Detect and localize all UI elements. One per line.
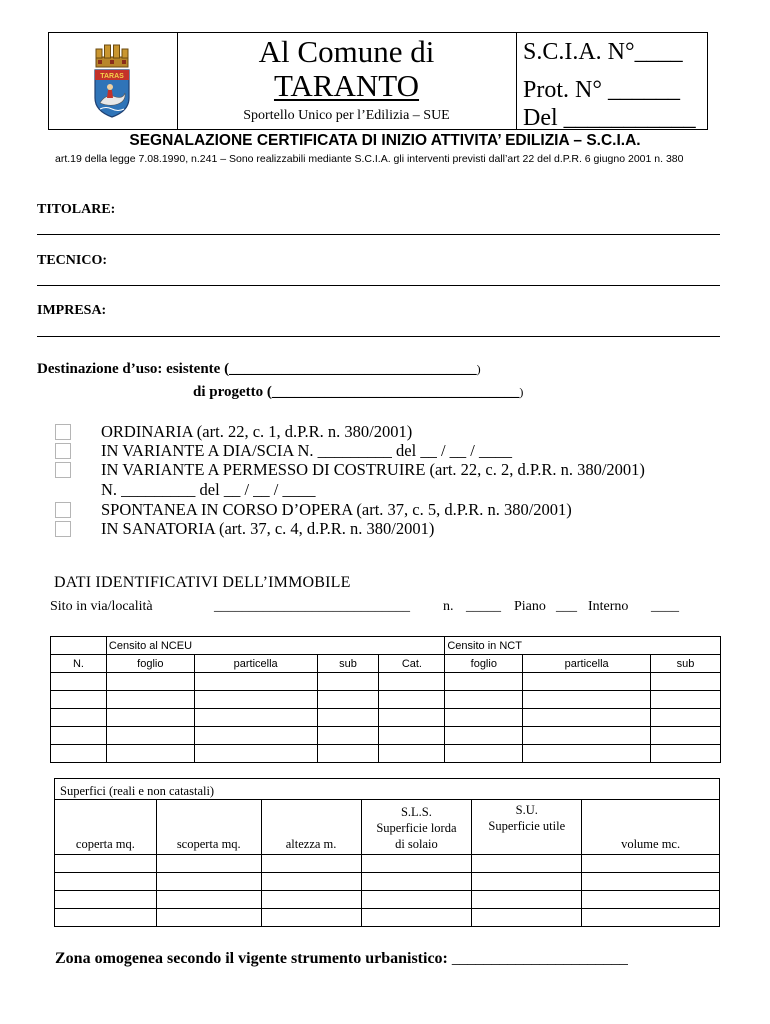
civic-number-field[interactable]: _____ [466, 599, 501, 614]
titolare-line[interactable] [37, 234, 720, 235]
impresa-line[interactable] [37, 336, 720, 337]
col-n: N. [51, 655, 107, 673]
table-row[interactable] [55, 891, 720, 909]
table-row[interactable] [51, 727, 721, 745]
option-variante-permesso: IN VARIANTE A PERMESSO DI COSTRUIRE (art. 22, c. 2, d.P.R. n. 380/2001) [101, 460, 645, 479]
interno-label: Interno [588, 599, 629, 614]
col-foglio-nct: foglio [445, 655, 523, 673]
impresa-label: IMPRESA: [37, 303, 107, 318]
legal-note: art.19 della legge 7.08.1990, n.241 – Sono realizzabili mediante S.C.I.A. gli interventi previsti dall’art 22 del d.P.R. 6 giugno 2001 n. 380 [55, 153, 684, 165]
date-field[interactable]: Del ___________ [523, 105, 696, 131]
sito-label: Sito in via/località [50, 599, 153, 614]
destinazione-esistente-field[interactable]: _________________________________ [229, 361, 477, 377]
col-volume: volume mc. [582, 800, 720, 855]
table-row[interactable] [51, 673, 721, 691]
destinazione-progetto: di progetto (_________________________________) [193, 384, 524, 400]
option-variante-dia: IN VARIANTE A DIA/SCIA N. _________ del __ / __ / ____ [101, 441, 512, 460]
city-name: TARANTO [273, 68, 420, 103]
table-row[interactable] [55, 909, 720, 927]
document-title: SEGNALAZIONE CERTIFICATA DI INIZIO ATTIVITA’ EDILIZIA – S.C.I.A. [129, 132, 641, 149]
table-row[interactable] [51, 745, 721, 763]
titolare-label: TITOLARE: [37, 202, 116, 217]
table-row[interactable] [51, 691, 721, 709]
col-particella-nct: particella [523, 655, 651, 673]
col-particella-nceu: particella [194, 655, 317, 673]
tecnico-label: TECNICO: [37, 253, 108, 268]
zona-label: Zona omogenea secondo il vigente strumento urbanistico: [55, 950, 448, 967]
civic-number-label: n. [443, 599, 454, 614]
piano-field[interactable]: ___ [556, 599, 577, 614]
col-coperta: coperta mq. [55, 800, 157, 855]
superfici-caption: Superfici (reali e non catastali) [55, 779, 720, 800]
superfici-header-row [55, 800, 720, 855]
table-row[interactable] [51, 709, 721, 727]
office-name: Sportello Unico per l’Edilizia – SUE [243, 108, 450, 123]
option-sanatoria: IN SANATORIA (art. 37, c. 4, d.P.R. n. 380/2001) [101, 519, 435, 538]
zona-omogenea [55, 950, 628, 968]
checkbox-spontanea[interactable] [55, 502, 71, 518]
col-foglio-nceu: foglio [106, 655, 194, 673]
checkbox-sanatoria[interactable] [55, 521, 71, 537]
checkbox-variante-permesso[interactable] [55, 462, 71, 478]
col-sls: S.L.S. Superficie lorda di solaio [361, 800, 472, 855]
zona-field[interactable]: ______________________ [451, 950, 628, 967]
piano-label: Piano [514, 599, 546, 614]
section-title-immobile: DATI IDENTIFICATIVI DELL’IMMOBILE [54, 574, 351, 591]
svg-text:TARAS: TARAS [100, 73, 124, 80]
sito-field[interactable]: ____________________________ [214, 599, 410, 614]
table-row[interactable] [55, 873, 720, 891]
recipient-label: Al Comune di [258, 34, 435, 69]
destinazione-esistente: Destinazione d’uso: esistente (_________________________________) [37, 361, 481, 377]
crest-cell [49, 33, 178, 129]
col-altezza: altezza m. [261, 800, 361, 855]
catasto-header-row [51, 655, 721, 673]
header-box [48, 32, 708, 130]
col-cat: Cat. [379, 655, 445, 673]
option-ordinaria: ORDINARIA (art. 22, c. 1, d.P.R. n. 380/2001) [101, 422, 413, 441]
col-sub-nceu: sub [317, 655, 379, 673]
nceu-group-header: Censito al NCEU [106, 637, 444, 655]
col-scoperta: scoperta mq. [156, 800, 261, 855]
scia-number-field[interactable]: S.C.I.A. N°____ [523, 39, 683, 65]
city-crest-icon [92, 43, 132, 119]
table-row[interactable] [55, 855, 720, 873]
protocol-cell [516, 33, 709, 129]
option-spontanea: SPONTANEA IN CORSO D’OPERA (art. 37, c. 5, d.P.R. n. 380/2001) [101, 500, 572, 519]
col-sub-nct: sub [651, 655, 721, 673]
interno-field[interactable]: ____ [651, 599, 679, 614]
col-su: S.U. Superficie utile [472, 800, 582, 855]
checkbox-variante-dia[interactable] [55, 443, 71, 459]
tecnico-line[interactable] [37, 285, 720, 286]
option-variante-permesso-number: N. _________ del __ / __ / ____ [101, 480, 316, 499]
checkbox-ordinaria[interactable] [55, 424, 71, 440]
catasto-group-row [51, 637, 721, 655]
nct-group-header: Censito in NCT [445, 637, 721, 655]
protocol-number-field[interactable]: Prot. N° ______ [523, 77, 680, 103]
superfici-table [54, 778, 720, 927]
destinazione-progetto-field[interactable]: _________________________________ [271, 384, 520, 400]
catasto-table [50, 636, 721, 763]
